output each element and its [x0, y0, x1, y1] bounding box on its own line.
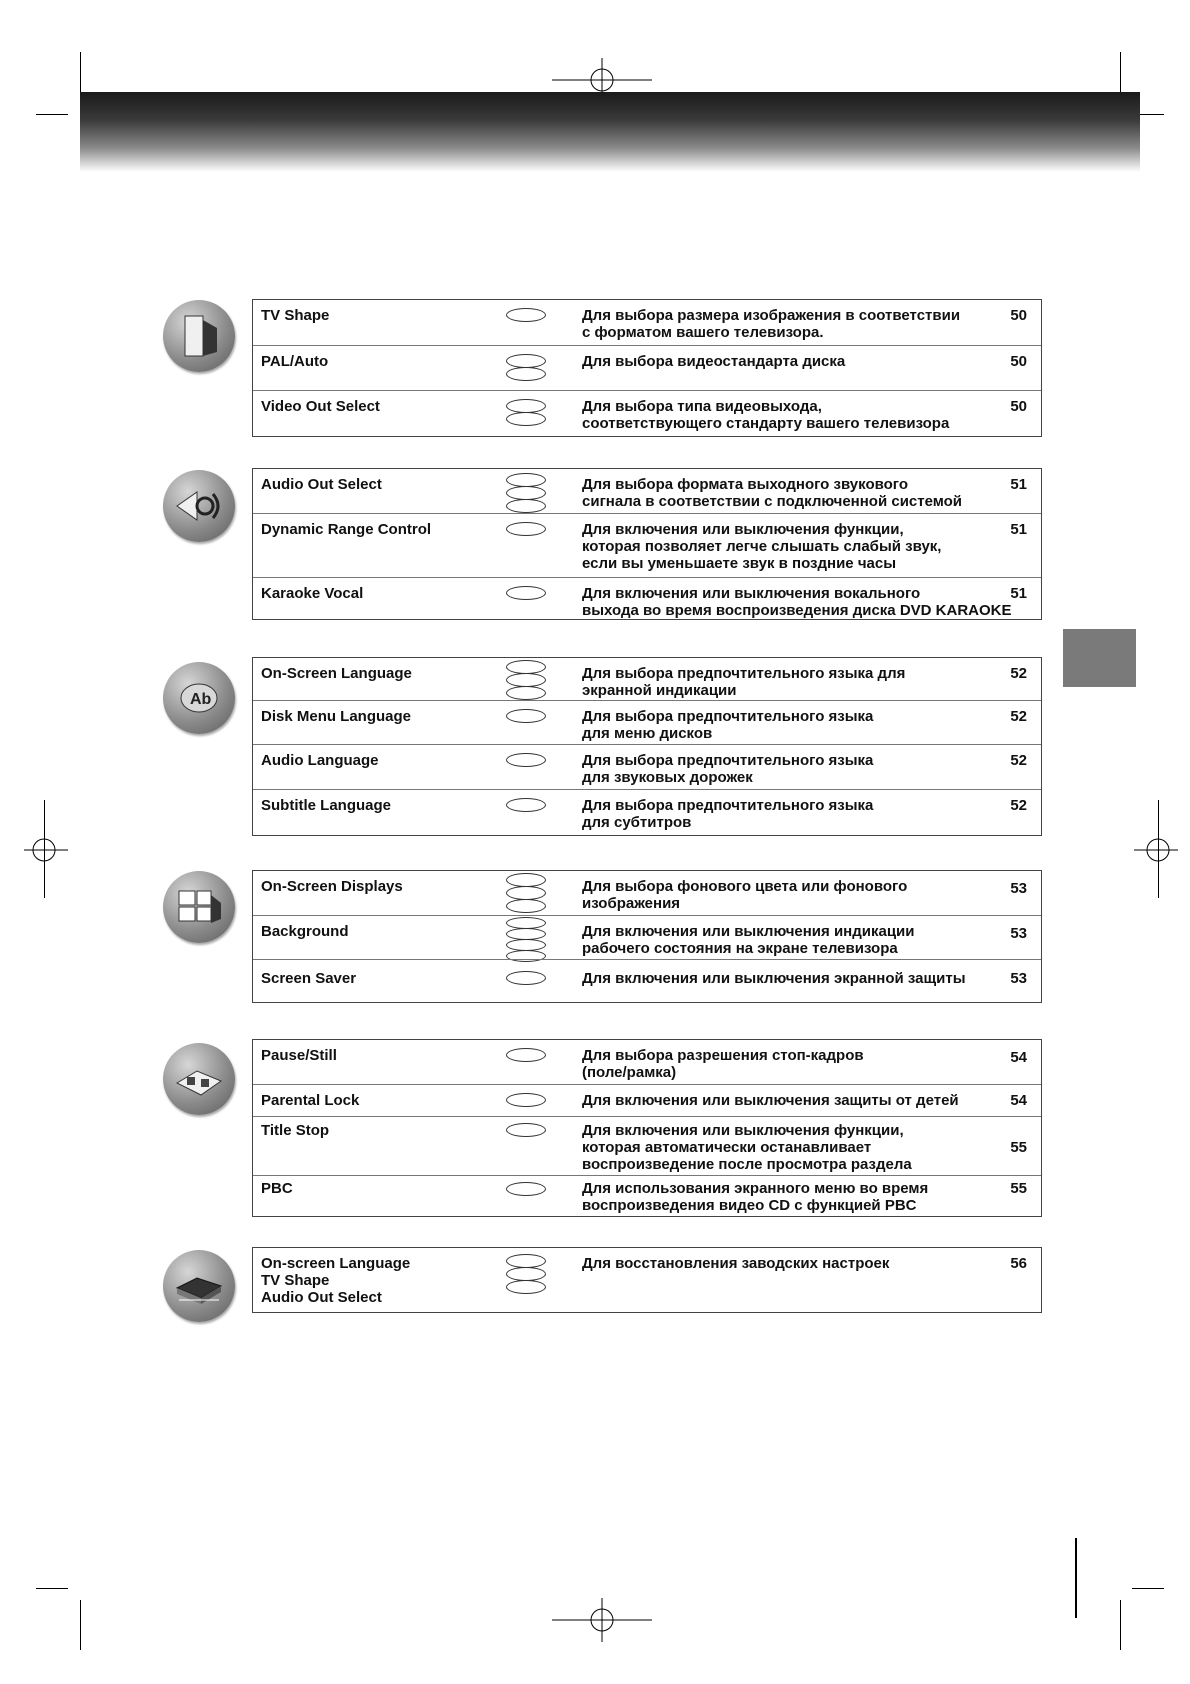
section-tab [1063, 629, 1136, 687]
table-row [253, 658, 1041, 700]
oval-icon [506, 522, 546, 536]
page-number: 56 [1010, 1255, 1027, 1272]
page-number: 51 [1010, 521, 1027, 538]
setting-description: Для выбора видеостандарта диска [582, 353, 846, 370]
setting-description: Для выбора предпочтительного языка для экранной индикации [582, 665, 906, 699]
table-row [253, 700, 1041, 744]
setting-description: Для выбора разрешения стоп-кадров (поле/рамка) [582, 1047, 864, 1081]
setting-description: Для восстановления заводских настроек [582, 1255, 890, 1272]
oval-icon [506, 971, 546, 985]
page-number: 52 [1010, 797, 1027, 814]
display-icon [163, 871, 235, 943]
oval-icon [506, 798, 546, 812]
setting-description: Для включения или выключения индикации рабочего состояния на экране телевизора [582, 923, 915, 957]
oval-icon [506, 1123, 546, 1137]
oval-icon [506, 367, 546, 381]
table-row [253, 513, 1041, 577]
setting-description: Для использования экранного меню во время воспроизведения видео CD с функцией PBC [582, 1180, 929, 1214]
oval-group [506, 354, 546, 380]
table-row [253, 744, 1041, 789]
tv-screen-icon [163, 300, 235, 372]
setting-description: Для включения или выключения функции, которая позволяет легче слышать слабый звук, если вы уменьшаете звук в поздние часы [582, 521, 942, 572]
header-band [80, 92, 1140, 172]
oval-icon [506, 486, 546, 500]
page-number: 52 [1010, 665, 1027, 682]
others-icon [163, 1043, 235, 1115]
settings-table [252, 657, 1042, 836]
oval-icon [506, 686, 546, 700]
page-number: 54 [1010, 1049, 1027, 1066]
setting-name: PBC [261, 1180, 293, 1197]
oval-group [506, 522, 546, 535]
speaker-icon [163, 470, 235, 542]
oval-icon [506, 709, 546, 723]
setting-name: Disk Menu Language [261, 708, 412, 725]
setting-name: Parental Lock [261, 1092, 360, 1109]
registration-mark [1134, 830, 1178, 870]
setting-name: Video Out Select [261, 398, 380, 415]
crop-mark [36, 114, 68, 115]
setting-description: Для включения или выключения защиты от детей [582, 1092, 959, 1109]
crop-mark [36, 1588, 68, 1589]
setting-description: Для выбора предпочтительного языка для звуковых дорожек [582, 752, 874, 786]
oval-icon [506, 473, 546, 487]
oval-icon [506, 1048, 546, 1062]
page-number: 54 [1010, 1092, 1027, 1109]
oval-icon [506, 1280, 546, 1294]
table-row [253, 1248, 1041, 1312]
table-row [253, 789, 1041, 835]
oval-group [506, 1048, 546, 1061]
setting-name: Screen Saver [261, 970, 357, 987]
page-number: 50 [1010, 307, 1027, 324]
setting-name: PAL/Auto [261, 353, 329, 370]
settings-table [252, 299, 1042, 437]
oval-icon [506, 1267, 546, 1281]
oval-group [506, 586, 546, 599]
crop-mark [80, 1600, 81, 1650]
oval-icon [506, 499, 546, 513]
crop-mark [1132, 1588, 1164, 1589]
setting-name: Audio Out Select [261, 476, 382, 493]
page-number: 55 [1010, 1139, 1027, 1156]
oval-icon [506, 1093, 546, 1107]
page-number: 53 [1010, 880, 1027, 897]
page-number: 50 [1010, 398, 1027, 415]
oval-icon [506, 1254, 546, 1268]
setting-name: Subtitle Language [261, 797, 392, 814]
settings-table [252, 870, 1042, 1003]
oval-group [506, 798, 546, 811]
crop-mark [1075, 1538, 1077, 1618]
page-number: 51 [1010, 585, 1027, 602]
oval-icon [506, 660, 546, 674]
setting-description: Для выбора типа видеовыхода, соответствующего стандарту вашего телевизора [582, 398, 950, 432]
setting-name: TV Shape [261, 307, 330, 324]
svg-text:Ab: Ab [190, 691, 212, 708]
oval-icon [506, 886, 546, 900]
page-number: 50 [1010, 353, 1027, 370]
setting-name: Dynamic Range Control [261, 521, 432, 538]
setting-description: Для выбора формата выходного звукового сигнала в соответствии с подключенной системой [582, 476, 963, 510]
oval-group [506, 753, 546, 766]
setting-name: Audio Language [261, 752, 379, 769]
setting-description: Для выбора фонового цвета или фонового изображения [582, 878, 908, 912]
oval-icon [506, 899, 546, 913]
oval-icon [506, 412, 546, 426]
oval-group [506, 308, 546, 321]
oval-icon [506, 753, 546, 767]
oval-group [506, 873, 546, 912]
setting-name: On-Screen Language [261, 665, 412, 682]
settings-table [252, 1039, 1042, 1217]
page-number: 55 [1010, 1180, 1027, 1197]
oval-group [506, 660, 546, 699]
setting-description: Для выбора предпочтительного языка для субтитров [582, 797, 874, 831]
settings-table [252, 468, 1042, 620]
table-row [253, 345, 1041, 390]
table-row [253, 577, 1041, 619]
crop-mark [1120, 1600, 1121, 1650]
page-number: 52 [1010, 708, 1027, 725]
table-row [253, 1175, 1041, 1216]
oval-group [506, 1123, 546, 1136]
setting-name: On-screen Language TV Shape Audio Out Select [261, 1255, 411, 1306]
oval-group [506, 1182, 546, 1195]
oval-icon [506, 873, 546, 887]
setting-description: Для выбора размера изображения в соответствии с форматом вашего телевизора. [582, 307, 961, 341]
table-row [253, 390, 1041, 436]
registration-mark [24, 830, 68, 870]
page-number: 53 [1010, 925, 1027, 942]
oval-icon [506, 399, 546, 413]
table-row [253, 1116, 1041, 1175]
page-number: 52 [1010, 752, 1027, 769]
oval-icon [506, 1182, 546, 1196]
language-icon [163, 662, 235, 734]
oval-group [506, 971, 546, 984]
table-row [253, 1040, 1041, 1084]
oval-icon [506, 673, 546, 687]
setting-description: Для включения или выключения экранной защиты [582, 970, 966, 987]
table-row [253, 959, 1041, 1002]
oval-group [506, 1093, 546, 1106]
setting-name: Pause/Still [261, 1047, 337, 1064]
page-number: 51 [1010, 476, 1027, 493]
table-row [253, 300, 1041, 345]
oval-group [506, 1254, 546, 1293]
oval-icon [506, 354, 546, 368]
table-row [253, 871, 1041, 915]
table-row [253, 469, 1041, 513]
oval-icon [506, 586, 546, 600]
registration-mark [552, 1598, 652, 1642]
oval-group [506, 709, 546, 722]
setting-name: Karaoke Vocal [261, 585, 364, 602]
setting-description: Для включения или выключения вокального выхода во время воспроизведения диска DVD KARAOKE [582, 585, 1012, 619]
setting-description: Для выбора предпочтительного языка для меню дисков [582, 708, 874, 742]
oval-group [506, 917, 546, 961]
setting-name: Background [261, 923, 349, 940]
setting-name: Title Stop [261, 1122, 330, 1139]
setting-description: Для включения или выключения функции, которая автоматически останавливает воспроизведение после просмотра раздела [582, 1122, 912, 1173]
factory-reset-icon [163, 1250, 235, 1322]
oval-icon [506, 308, 546, 322]
settings-table [252, 1247, 1042, 1313]
page-number: 53 [1010, 970, 1027, 987]
oval-group [506, 399, 546, 425]
setting-name: On-Screen Displays [261, 878, 403, 895]
oval-group [506, 473, 546, 512]
table-row [253, 915, 1041, 959]
table-row [253, 1084, 1041, 1116]
